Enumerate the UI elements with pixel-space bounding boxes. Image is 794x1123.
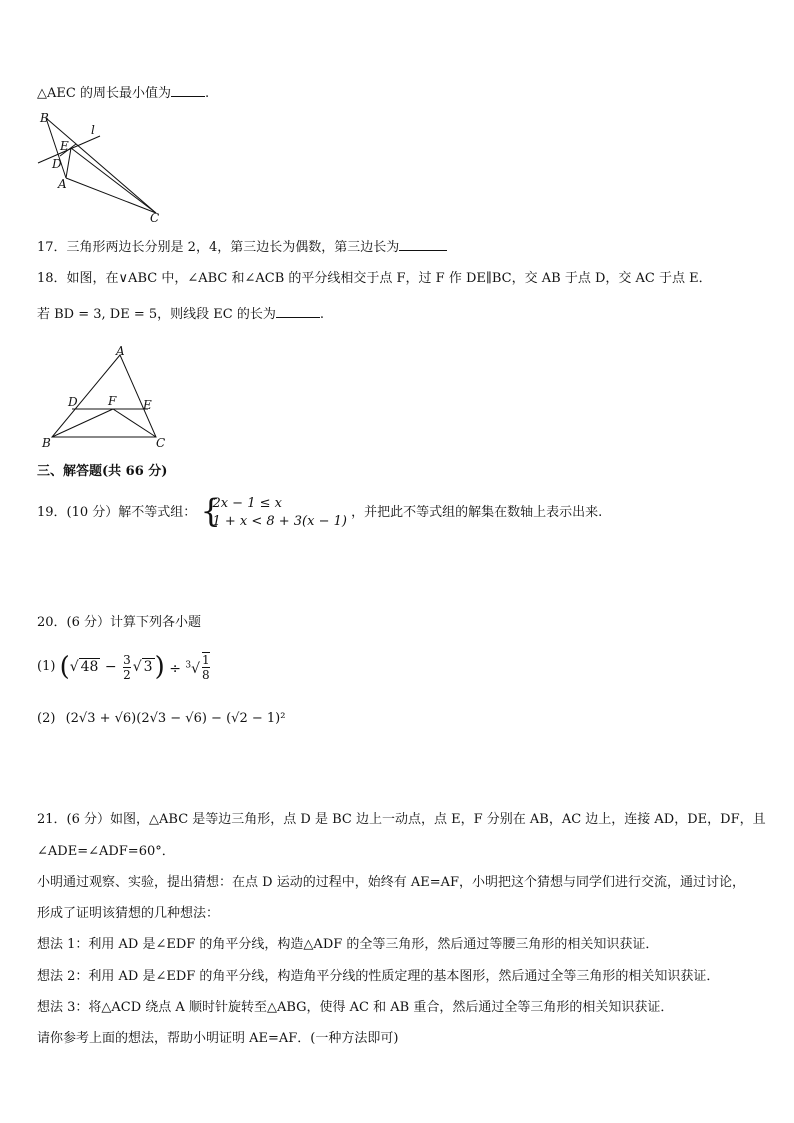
q20-part2 <box>37 710 285 728</box>
q19-brace: { <box>200 492 221 530</box>
fig18-label-e: E <box>143 398 152 412</box>
fig18-label-c: C <box>156 436 166 450</box>
q18-line2 <box>37 305 324 324</box>
fig16-line-bc <box>46 118 156 213</box>
q16-text <box>37 84 209 103</box>
q19-eq2: 1 + x < 8 + 3(x − 1) <box>212 514 347 529</box>
q18-line1: 18．如图，在∨ABC 中，∠ABC 和∠ACB 的平分线相交于点 F，过 F 作 DE∥BC，交 AB 于点 D，交 AC 于点 E． <box>37 271 712 286</box>
q20-p1-label: (1) <box>37 659 56 674</box>
fig16-label-a: A <box>58 177 67 191</box>
fig18-label-d: D <box>68 395 78 409</box>
q17-answer-blank[interactable] <box>399 238 447 251</box>
q18-end: . <box>319 307 324 322</box>
q21-line1: 21．(6 分）如图，△ABC 是等边三角形，点 D 是 BC 边上一动点，点 E，F 分别在 AB，AC 边上，连接 AD，DE，DF，且 <box>37 812 766 827</box>
q18-answer-blank[interactable] <box>276 305 320 318</box>
q20-title: 20．(6 分）计算下列各小题 <box>37 615 202 630</box>
fig18-label-f: F <box>108 394 117 408</box>
q20-p2-label: (2) <box>37 711 56 726</box>
fig18-line-bf <box>52 409 113 437</box>
fig16-line-ec <box>71 148 156 213</box>
q19-suffix: ，并把此不等式组的解集在数轴上表示出来. <box>351 505 603 520</box>
q20-p1-expression: (√ 48 − $\frac{3}{2}$ √ 3) ÷ $^3$√ $\frac{1}{8}$ <box>59 652 210 682</box>
q19-inequality-system <box>200 492 347 531</box>
fig16-label-l: l <box>91 123 95 137</box>
q21-idea1: 想法 1：利用 AD 是∠EDF 的角平分线，构造△ADF 的全等三角形，然后通过等腰三角形的相关知识获证． <box>37 937 659 952</box>
q18-question: 若 BD = 3, DE = 5，则线段 EC 的长为 <box>37 307 276 322</box>
q19-text <box>37 492 603 535</box>
q21-idea3: 想法 3：将△ACD 绕点 A 顺时针旋转至△ABG，使得 AC 和 AB 重合，然后通过全等三角形的相关知识获证． <box>37 1000 674 1015</box>
q16-answer-blank[interactable] <box>171 84 205 97</box>
figure-q16 <box>36 108 166 226</box>
section-title: 三、解答题(共 66 分) <box>37 464 168 479</box>
fig16-label-b: B <box>40 111 49 125</box>
fig16-label-e: E <box>60 139 69 153</box>
fig16-label-d: D <box>52 157 62 171</box>
fig16-line-ac <box>66 178 156 213</box>
q16-question: △AEC 的周长最小值为 <box>37 86 171 101</box>
q20-p2-expression: (2√3 + √6)(2√3 − √6) − (√2 − 1)² <box>65 711 286 726</box>
q21-line3: 小明通过观察、实验，提出猜想：在点 D 运动的过程中，始终有 AE=AF，小明把这个猜想与同学们进行交流，通过讨论， <box>37 875 745 890</box>
fig18-label-b: B <box>42 436 51 450</box>
q21-line2: ∠ADE=∠ADF=60°． <box>37 844 175 859</box>
q16-end: . <box>204 86 210 101</box>
q20-part1 <box>37 652 212 692</box>
q17-text <box>37 238 447 257</box>
fig18-label-a: A <box>116 345 125 358</box>
q17-question: 17．三角形两边长分别是 2，4，第三边长为偶数，第三边长为 <box>37 240 400 255</box>
fig16-label-c: C <box>150 211 160 225</box>
q21-closing: 请你参考上面的想法，帮助小明证明 AE=AF．(一种方法即可) <box>37 1031 399 1046</box>
figure-q18 <box>36 345 176 450</box>
q19-prefix: 19．(10 分）解不等式组： <box>37 505 197 520</box>
q21-idea2: 想法 2：利用 AD 是∠EDF 的角平分线，构造角平分线的性质定理的基本图形，然后通过全等三角形的相关知识获证． <box>37 969 720 984</box>
q19-eq1: 2x − 1 ≤ x <box>212 496 282 511</box>
q21-line4: 形成了证明该猜想的几种想法： <box>37 906 220 921</box>
